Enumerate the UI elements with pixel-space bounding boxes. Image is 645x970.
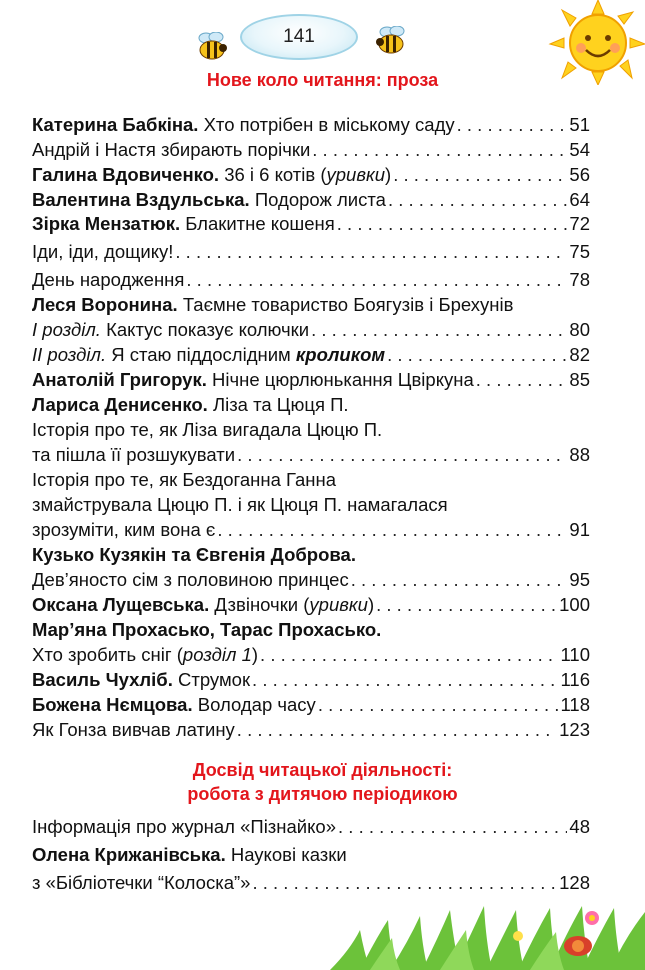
page-number: 141	[283, 26, 315, 47]
toc-entry: Катерина Бабкіна. Хто потрібен в міському саду . . . 51	[32, 113, 590, 137]
toc-entry: та пішла її розшукувати . . . 88	[32, 443, 590, 467]
toc-entry: Божена Нємцова. Володар часу . . . 118	[32, 693, 590, 717]
toc-entry: Мар’яна Прохасько, Тарас Прохасько.	[32, 619, 382, 640]
toc-entry: Іди, іди, дощику! . . . 75	[32, 240, 590, 264]
toc-entry: з «Бібліотечки “Колоска”» . . . 128	[32, 871, 590, 895]
toc-entry: Зірка Мензатюк. Блакитне кошеня . . . 72	[32, 212, 590, 236]
section-title-prose: Нове коло читання: проза	[206, 70, 439, 90]
table-of-contents	[32, 0, 590, 970]
toc-entry: Оксана Лущевська. Дзвіночки (уривки) . . . 100	[32, 593, 590, 617]
toc-entry: Дев’яносто сім з половиною принцес . . . 95	[32, 568, 590, 592]
toc-entry: Хто зробить сніг (розділ 1) . . . 110	[32, 643, 590, 667]
toc-entry: Леся Воронина. Таємне товариство Боягузів і Брехунів	[32, 294, 514, 315]
toc-entry: ІІ розділ. Я стаю піддослідним кроликом . . . 82	[32, 343, 590, 367]
toc-entry: День народження . . . 78	[32, 268, 590, 292]
toc-entry: Історія про те, як Бездоганна Ганна	[32, 469, 336, 490]
toc-entry: Олена Крижанівська. Наукові казки	[32, 844, 347, 865]
toc-entry: Кузько Кузякін та Євгенія Доброва.	[32, 544, 356, 565]
toc-entry: Як Гонза вивчав латину . . . 123	[32, 718, 590, 742]
toc-entry: Андрій і Настя збирають порічки . . . 54	[32, 138, 590, 162]
section-title-periodicals-line2: робота з дитячою періодикою	[187, 784, 458, 804]
toc-entry: Галина Вдовиченко. 36 і 6 котів (уривки) . . . 56	[32, 163, 590, 187]
toc-entry: І розділ. Кактус показує колючки . . . 80	[32, 318, 590, 342]
toc-entry: Анатолій Григорук. Нічне цюрлюнькання Цвіркуна . . . 85	[32, 368, 590, 392]
toc-entry: Василь Чухліб. Струмок . . . 116	[32, 668, 590, 692]
toc-entry: змайструвала Цюцю П. і як Цюця П. намагалася	[32, 494, 448, 515]
toc-entry: Інформація про журнал «Пізнайко» . . . 48	[32, 815, 590, 839]
toc-entry: Лариса Денисенко. Ліза та Цюця П.	[32, 394, 349, 415]
toc-entry: зрозуміти, ким вона є . . . 91	[32, 518, 590, 542]
grass-decoration	[330, 880, 645, 970]
section-title-periodicals-line1: Досвід читацької діяльності:	[192, 760, 453, 780]
toc-entry: Валентина Вздульська. Подорож листа . . . 64	[32, 188, 590, 212]
toc-entry: Історія про те, як Ліза вигадала Цюцю П.	[32, 419, 383, 440]
